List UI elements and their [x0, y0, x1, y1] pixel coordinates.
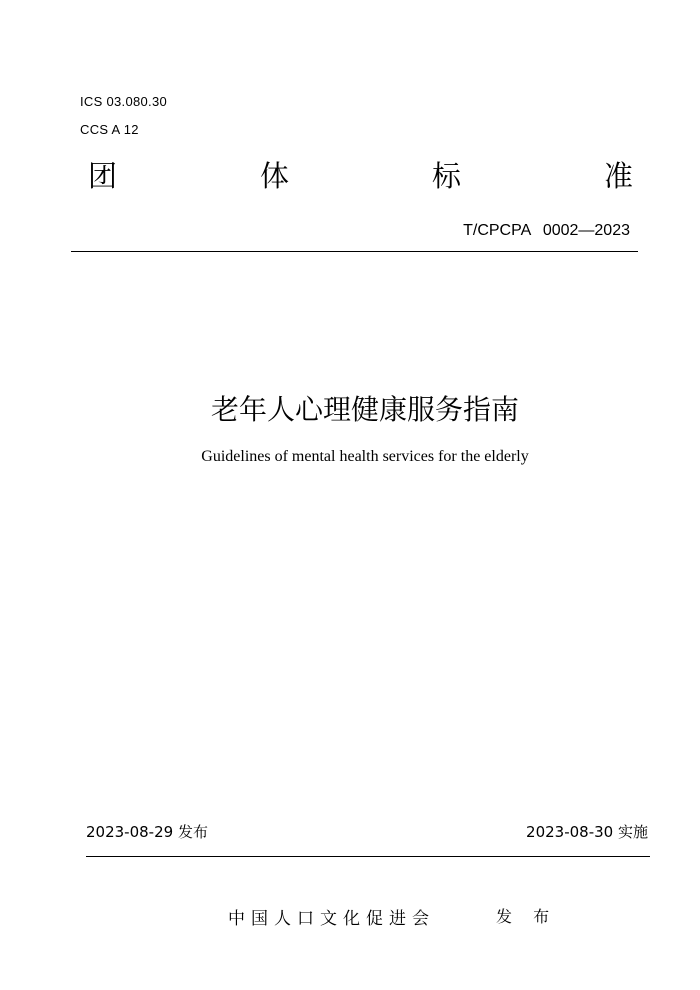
standard-number: T/CPCPA 0002—2023 — [463, 222, 630, 239]
standard-type-char: 团 — [88, 159, 118, 193]
release-date: 2023-08-29 发布 — [86, 823, 208, 841]
header-divider — [71, 251, 638, 252]
ics-code: ICS 03.080.30 — [80, 94, 168, 109]
standard-type-char: 体 — [259, 159, 289, 193]
publish-label: 发 布 — [496, 907, 558, 926]
standard-type-char: 准 — [603, 159, 633, 193]
document-title-english: Guidelines of mental health services for the elderly — [201, 448, 529, 465]
standard-type-char: 标 — [431, 159, 461, 193]
ccs-code: CCS A 12 — [80, 122, 139, 137]
document-title-chinese: 老年人心理健康服务指南 — [210, 393, 519, 426]
footer-divider — [86, 856, 650, 857]
standard-type-heading — [88, 156, 633, 196]
publisher-name: 中国人口文化促进会 — [228, 909, 435, 929]
implementation-date: 2023-08-30 实施 — [526, 823, 648, 841]
